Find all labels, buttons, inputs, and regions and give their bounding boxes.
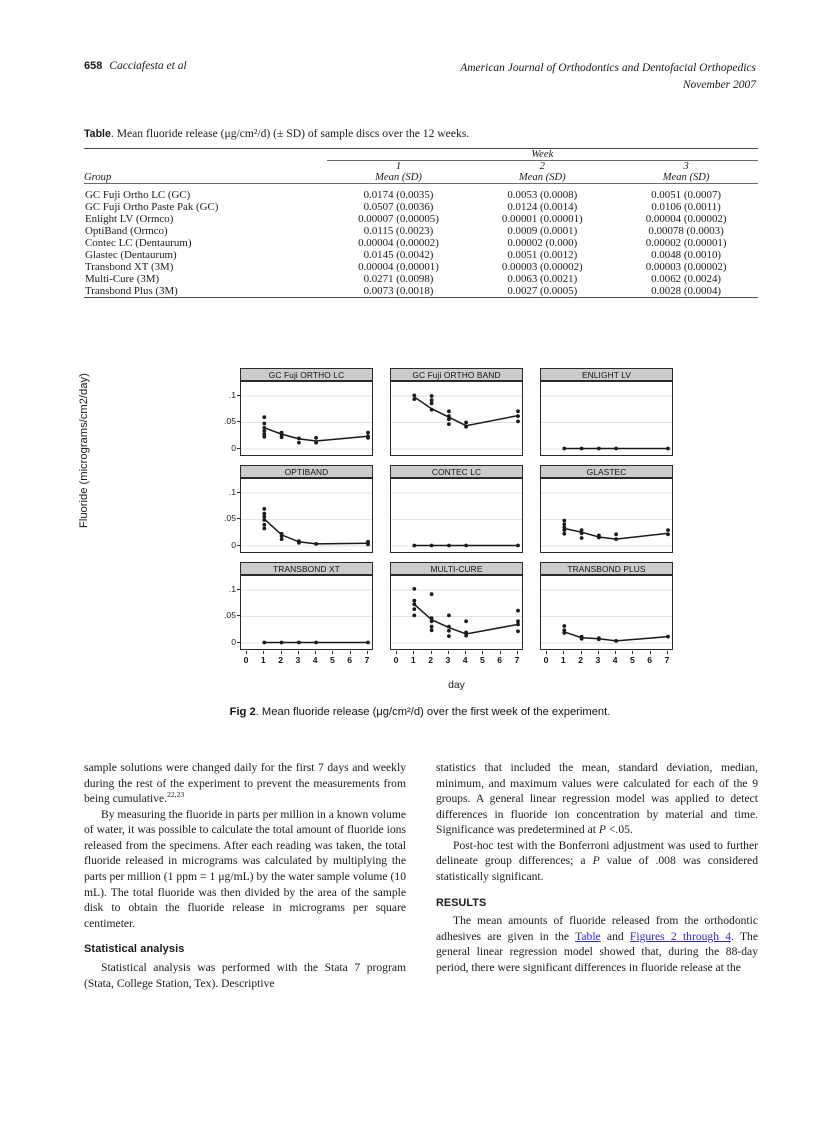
chart-panel	[390, 562, 523, 665]
table-header-span-row	[84, 148, 758, 160]
x-axis	[390, 651, 523, 667]
x-tick-label: 0	[393, 655, 399, 665]
x-tick-mark	[332, 651, 333, 654]
paragraph-text-cont: <.05.	[605, 823, 633, 837]
x-tick-label: 1	[560, 655, 566, 665]
paragraph	[84, 760, 406, 807]
cell-group: OptiBand (Ormco)	[85, 224, 168, 237]
x-tick-mark	[598, 651, 599, 654]
figure-caption-text: . Mean fluoride release (μg/cm²/d) over the first week of the experiment.	[255, 706, 611, 718]
column-right	[436, 760, 758, 975]
header-group: Group	[84, 171, 112, 183]
table-body	[84, 189, 758, 302]
x-tick-mark	[667, 651, 668, 654]
paragraph	[84, 807, 406, 932]
x-tick-label: 4	[612, 655, 618, 665]
x-tick-label: 2	[428, 655, 433, 665]
x-axis-label: day	[448, 680, 465, 691]
cell-week3: 0.0051 (0.0007)	[651, 188, 722, 201]
section-heading-statistical-analysis: Statistical analysis	[84, 943, 185, 956]
italic-p: P	[592, 854, 600, 868]
cell-week1: 0.00007 (0.00005)	[358, 212, 439, 225]
x-tick-mark	[367, 651, 368, 654]
chart-panel	[390, 368, 523, 458]
paragraph-text-cont: value of .008 was considered statistically significant.	[436, 854, 759, 884]
chart-panel	[540, 465, 673, 555]
paragraph-text-cont: ) by the water sample volume (10 mL). The total fluoride was then divided by the area of the sample disk to obtain the fluoride release in micrograms per square centimeter.	[84, 870, 407, 930]
y-tick-mark	[237, 589, 240, 590]
x-tick-mark	[431, 651, 432, 654]
cell-week1: 0.00004 (0.00002)	[358, 236, 439, 249]
y-tick-label: .1	[228, 583, 236, 594]
figures-link[interactable]: Figures 2 through 4	[629, 929, 732, 943]
x-tick-label: 7	[514, 655, 520, 665]
cell-week3: 0.00002 (0.00001)	[645, 236, 727, 249]
x-tick-label: 4	[462, 655, 468, 665]
paragraph: Statistical analysis was performed with the Stata 7 program (Stata, College Station, Tex). Descriptive	[84, 961, 406, 990]
figure-caption	[110, 706, 730, 718]
cell-week2: 0.0009 (0.0001)	[507, 224, 578, 237]
cell-group: Transbond Plus (3M)	[85, 284, 178, 297]
cell-week1: 0.0073 (0.0018)	[363, 284, 434, 297]
cell-week1: 0.0507 (0.0036)	[363, 200, 434, 213]
x-tick-mark	[396, 651, 397, 654]
header-spacer-2	[84, 160, 327, 172]
paragraph-text: sample solutions were changed daily for the first 7 days and weekly during the rest of the experiment to prevent the measurements from being cumulative.	[84, 761, 406, 806]
running-head-right	[460, 60, 756, 93]
x-tick-label: 0	[543, 655, 549, 665]
italic-p: P	[598, 823, 606, 837]
cell-group: Glastec (Dentaurum)	[85, 248, 177, 261]
cell-week1: 0.0174 (0.0035)	[363, 188, 434, 201]
fluoride-release-table	[84, 148, 758, 302]
x-tick-label: 4	[312, 655, 318, 665]
x-tick-label: 5	[630, 655, 635, 665]
cell-group: GC Fuji Ortho Paste Pak (GC)	[85, 200, 219, 213]
chart-panel	[540, 562, 673, 665]
table-caption-text: . Mean fluoride release (μg/cm²/d) (± SD) of sample discs over the 12 weeks.	[110, 127, 470, 140]
chart-plot-area	[390, 575, 523, 650]
chart-panel	[224, 465, 373, 555]
chart-panel-title: OPTIBAND	[240, 465, 373, 478]
x-tick-mark	[650, 651, 651, 654]
chart-panel-title: GC Fuji ORTHO BAND	[390, 368, 523, 381]
chart-plot-area	[390, 381, 523, 456]
x-tick-mark	[546, 651, 547, 654]
cell-week2: 0.0063 (0.0021)	[507, 272, 578, 285]
header-mean-sd-2: Mean (SD)	[518, 171, 566, 183]
cell-group: Contec LC (Dentaurum)	[85, 236, 192, 249]
table-row	[84, 213, 758, 225]
header-week-3: 3	[614, 160, 758, 172]
x-tick-label: 3	[445, 655, 451, 665]
cell-week2: 0.0124 (0.0014)	[507, 200, 578, 213]
y-tick-mark	[237, 642, 240, 643]
x-tick-label: 6	[347, 655, 353, 665]
cell-week3: 0.0028 (0.0004)	[651, 284, 722, 297]
header-mean-sd-3: Mean (SD)	[662, 171, 710, 183]
paragraph	[436, 913, 758, 975]
cell-week2: 0.00003 (0.00002)	[501, 260, 583, 273]
x-tick-label: 5	[480, 655, 485, 665]
paragraph-text: The mean amounts of fluoride released from the orthodontic adhesives are given in the	[436, 914, 758, 943]
table-header-measure-row	[84, 172, 758, 184]
table-row	[84, 249, 758, 261]
chart-panel	[224, 562, 373, 665]
x-tick-label: 3	[295, 655, 301, 665]
journal-title: American Journal of Orthodontics and Dentofacial Orthopedics	[460, 62, 756, 74]
running-head-left	[84, 60, 187, 72]
chart-panel-title: ENLIGHT LV	[540, 368, 673, 381]
table-row	[84, 201, 758, 213]
table-header-number-row	[84, 160, 758, 172]
chart-panel-title: TRANSBOND XT	[240, 562, 373, 575]
chart-plot-area	[540, 381, 673, 456]
cell-week1: 0.00004 (0.00001)	[358, 260, 439, 273]
cell-group: GC Fuji Ortho LC (GC)	[85, 188, 191, 201]
x-tick-mark	[246, 651, 247, 654]
figure-2	[78, 368, 758, 728]
cell-week3: 0.00003 (0.00002)	[645, 260, 727, 273]
header-week-2: 2	[470, 160, 614, 172]
y-tick-label: .05	[224, 513, 236, 524]
x-tick-mark	[448, 651, 449, 654]
page-folio: 658	[84, 60, 103, 72]
cell-week3: 0.00004 (0.00002)	[645, 212, 727, 225]
y-tick-mark	[237, 545, 240, 546]
inline-equation: = 1 μg/mL	[200, 870, 250, 884]
cell-week2: 0.0051 (0.0012)	[507, 248, 578, 261]
cell-week2: 0.0027 (0.0005)	[507, 284, 578, 297]
section-heading-results: RESULTS	[436, 896, 487, 909]
y-tick-label: .1	[228, 389, 236, 400]
cell-group: Enlight LV (Ormco)	[85, 212, 174, 225]
y-tick-mark	[237, 448, 240, 449]
chart-panel-title: TRANSBOND PLUS	[540, 562, 673, 575]
y-tick-label: 0	[231, 443, 236, 453]
x-tick-label: 2	[278, 655, 283, 665]
header-week-span: Week	[327, 148, 758, 160]
y-tick-mark	[237, 395, 240, 396]
x-tick-label: 0	[243, 655, 249, 665]
x-tick-mark	[281, 651, 282, 654]
chart-panel-title: MULTI-CURE	[390, 562, 523, 575]
x-tick-label: 7	[664, 655, 670, 665]
paragraph-text: Post-hoc test with the Bonferroni adjustment was used to further delineate group differences; a	[436, 838, 758, 868]
x-tick-mark	[465, 651, 466, 654]
x-tick-label: 6	[647, 655, 653, 665]
table-label: Table	[84, 128, 111, 140]
x-tick-mark	[315, 651, 316, 654]
chart-panel	[224, 368, 373, 458]
paragraph-text-end: . The general linear regression model showed that, during the 88-day period, there were significant differences in fluoride release at the	[436, 929, 758, 974]
y-tick-mark	[237, 421, 240, 422]
header-week-1: 1	[327, 160, 471, 172]
chart-plot-area	[540, 575, 673, 650]
cell-group: Transbond XT (3M)	[85, 260, 174, 273]
figure-label: Fig 2	[229, 706, 256, 718]
x-tick-label: 7	[364, 655, 370, 665]
y-tick-mark	[237, 518, 240, 519]
cell-week1: 0.0145 (0.0042)	[363, 248, 434, 261]
x-tick-mark	[350, 651, 351, 654]
x-tick-mark	[517, 651, 518, 654]
citation-ref: 22,23	[167, 790, 185, 800]
paragraph-text: By measuring the fluoride in parts per million in a known volume of water, it was possible to calculate the total amount of fluoride ions released from the specimens. After each reading was taken, the total fluoride released in micrograms was calculated by multiplying the parts per million (1 ppm	[84, 807, 406, 884]
table-row	[84, 273, 758, 285]
cell-group: Multi-Cure (3M)	[85, 272, 160, 285]
chart-panel	[390, 465, 523, 555]
chart-panel-title: GLASTEC	[540, 465, 673, 478]
rule	[84, 297, 758, 302]
chart-plot-area	[540, 478, 673, 553]
cell-week1: 0.0271 (0.0098)	[363, 272, 434, 285]
x-tick-mark	[581, 651, 582, 654]
paragraph-text: statistics that included the mean, standard deviation, median, minimum, and maximum values were calculated for each of the 9 groups. A general linear regression model was applied to detect differences in fluoride ion concentration by material and time. Significance was predetermined at	[436, 761, 758, 837]
x-tick-mark	[413, 651, 414, 654]
table-row	[84, 261, 758, 273]
x-tick-label: 1	[260, 655, 266, 665]
running-head-authors: Cacciafesta et al	[109, 60, 187, 72]
chart-panel-title: CONTEC LC	[390, 465, 523, 478]
cell-week3: 0.0048 (0.0010)	[651, 248, 722, 261]
table-row	[84, 285, 758, 298]
y-tick-label: .05	[224, 610, 236, 621]
x-axis	[240, 651, 373, 667]
chart-plot-area	[240, 381, 373, 456]
cell-week2: 0.00002 (0.000)	[507, 236, 578, 249]
y-tick-mark	[237, 615, 240, 616]
paragraph	[436, 760, 758, 838]
cell-week3: 0.0106 (0.0011)	[651, 200, 721, 213]
cell-week2: 0.00001 (0.00001)	[501, 212, 583, 225]
chart-panel-title: GC Fuji ORTHO LC	[240, 368, 373, 381]
table-row	[84, 225, 758, 237]
cell-week3: 0.00078 (0.0003)	[648, 224, 724, 237]
table-row	[84, 189, 758, 201]
x-axis	[540, 651, 673, 667]
header-mean-sd-1: Mean (SD)	[375, 171, 422, 183]
issue-date: November 2007	[682, 78, 756, 91]
x-tick-label: 2	[578, 655, 583, 665]
y-tick-label: .05	[224, 416, 236, 427]
x-tick-label: 1	[410, 655, 416, 665]
table-block	[84, 126, 758, 302]
x-tick-label: 3	[595, 655, 601, 665]
table-row	[84, 237, 758, 249]
x-tick-mark	[563, 651, 564, 654]
x-tick-label: 5	[330, 655, 335, 665]
paragraph	[436, 838, 758, 885]
y-tick-label: .1	[228, 486, 236, 497]
cell-week1: 0.0115 (0.0023)	[363, 224, 434, 237]
x-tick-mark	[632, 651, 633, 654]
header-spacer	[84, 148, 327, 160]
table-caption	[84, 126, 758, 142]
table-link[interactable]: Table	[575, 929, 601, 943]
y-tick-label: 0	[231, 637, 236, 647]
x-tick-label: 6	[497, 655, 503, 665]
chart-plot-area	[240, 575, 373, 650]
x-tick-mark	[500, 651, 501, 654]
y-tick-label: 0	[231, 540, 236, 550]
x-tick-mark	[482, 651, 483, 654]
chart-plot-area	[390, 478, 523, 553]
chart-plot-area	[240, 478, 373, 553]
cell-week2: 0.0053 (0.0008)	[507, 188, 578, 201]
x-tick-mark	[263, 651, 264, 654]
chart-panel	[540, 368, 673, 458]
cell-week3: 0.0062 (0.0024)	[651, 272, 722, 285]
y-tick-mark	[237, 492, 240, 493]
x-tick-mark	[615, 651, 616, 654]
y-axis-label: Fluoride (micrograms/cm2/day)	[78, 373, 90, 528]
paragraph-text-cont: and	[600, 929, 630, 943]
column-left	[84, 760, 406, 991]
table-bottom-rule	[84, 297, 758, 302]
x-tick-mark	[298, 651, 299, 654]
